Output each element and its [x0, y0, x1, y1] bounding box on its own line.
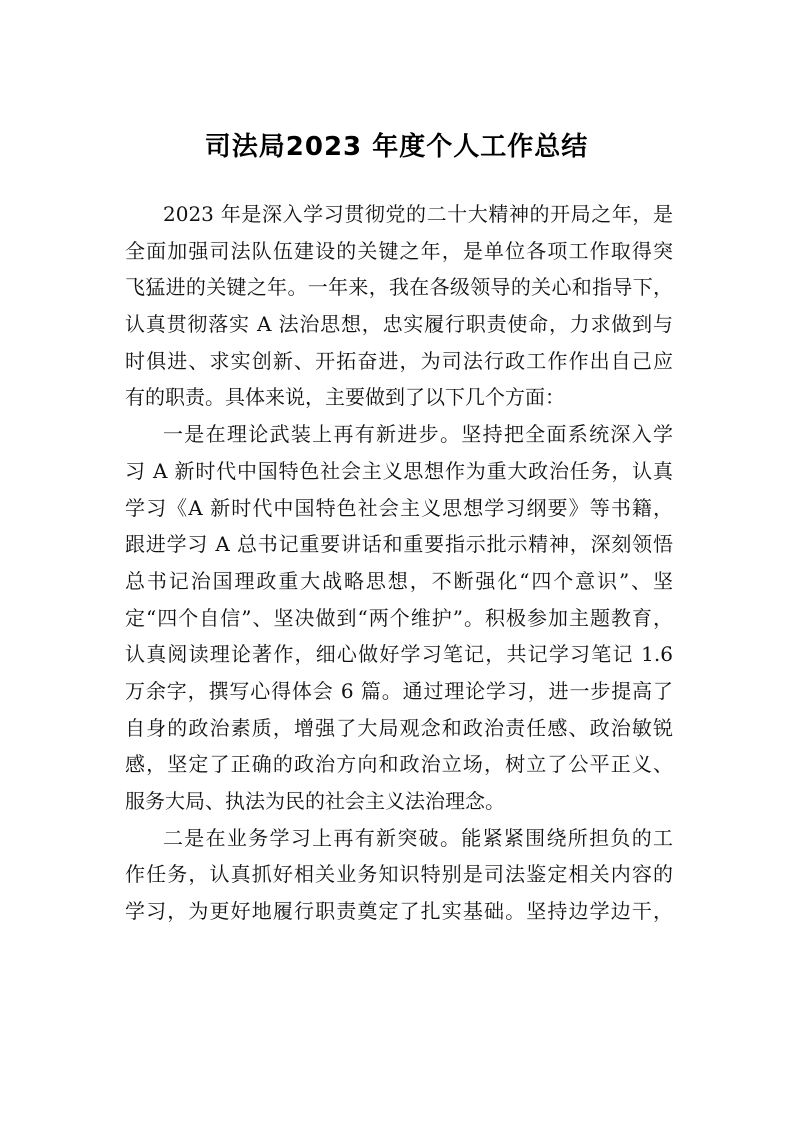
paragraph-1-line-3: 飞猛进的关键之年。一年来，我在各级领导的关心和指导下， — [125, 275, 673, 300]
paragraph-2-line-4: 跟进学习 A 总书记重要讲话和重要指示批示精神，深刻领悟 — [125, 532, 673, 557]
document-title: 司法局2023 年度个人工作总结 — [204, 132, 589, 162]
paragraph-1-line-6: 有的职责。具体来说，主要做到了以下几个方面： — [125, 385, 565, 410]
paragraph-2-line-7: 认真阅读理论著作，细心做好学习笔记，共记学习笔记 1.6 — [125, 642, 673, 667]
paragraph-2-line-11: 服务大局、执法为民的社会主义法治理念。 — [125, 789, 505, 813]
paragraph-1-line-4: 认真贯彻落实 A 法治思想，忠实履行职责使命，力求做到与 — [125, 312, 673, 337]
paragraph-2-line-9: 自身的政治素质，增强了大局观念和政治责任感、政治敏锐 — [125, 715, 673, 740]
paragraph-2-line-10: 感，坚定了正确的政治方向和政治立场，树立了公平正义、 — [125, 752, 673, 777]
paragraph-3-line-3: 学习，为更好地履行职责奠定了扎实基础。坚持边学边干， — [125, 899, 673, 924]
paragraph-2-line-3: 学习《A 新时代中国特色社会主义思想学习纲要》等书籍， — [125, 495, 673, 520]
paragraph-2-line-8: 万余字，撰写心得体会 6 篇。通过理论学习，进一步提高了 — [125, 678, 673, 703]
paragraph-1-line-5: 时俱进、求实创新、开拓奋进，为司法行政工作作出自己应 — [125, 348, 673, 373]
paragraph-3-line-1: 二是在业务学习上再有新突破。能紧紧围绕所担负的工 — [163, 825, 673, 850]
paragraph-2-line-2: 习 A 新时代中国特色社会主义思想作为重大政治任务，认真 — [125, 458, 673, 483]
paragraph-2-line-1: 一是在理论武装上再有新进步。坚持把全面系统深入学 — [163, 422, 673, 447]
paragraph-3-line-2: 作任务，认真抓好相关业务知识特别是司法鉴定相关内容的 — [125, 862, 673, 887]
paragraph-1-line-2: 全面加强司法队伍建设的关键之年，是单位各项工作取得突 — [125, 238, 673, 263]
paragraph-2-line-6: 定“四个自信”、坚决做到“两个维护”。积极参加主题教育， — [125, 605, 673, 630]
paragraph-2-line-5: 总书记治国理政重大战略思想，不断强化“四个意识”、坚 — [125, 568, 673, 593]
document-body — [125, 196, 673, 930]
paragraph-1-line-1: 2023 年是深入学习贯彻党的二十大精神的开局之年，是 — [163, 202, 673, 226]
